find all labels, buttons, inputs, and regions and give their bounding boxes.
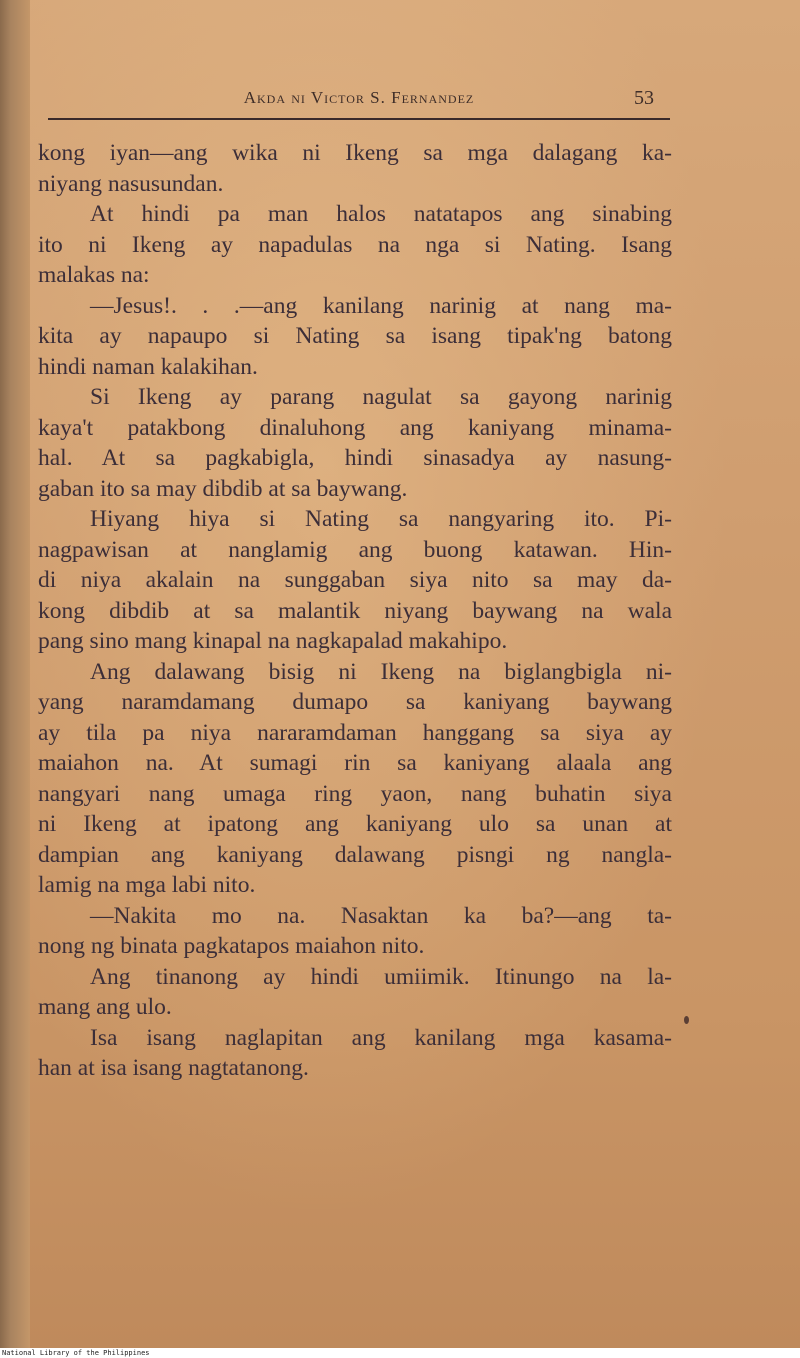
text-line: malakas na: [38,262,150,288]
ink-speck [684,1016,689,1024]
text-line: niyang nasusundan. [38,170,224,197]
text-line: —Nakita mo na. Nasaktan ka ba?—ang ta- [90,902,672,929]
book-spine-shadow [0,0,30,1348]
text-line: kaya't patakbong dinaluhong ang kaniyang minama- [38,414,672,441]
text-line: Si Ikeng ay parang nagulat sa gayong narinig [90,384,672,410]
text-line: yang naramdamang dumapo sa kaniyang baywang [38,689,672,715]
text-line: nangyari nang umaga ring yaon, nang buhatin siya [38,780,672,807]
text-line: hindi naman kalakihan. [38,353,258,380]
text-line: —Jesus!. . .—ang kanilang narinig at nang ma- [90,292,672,319]
running-head: Akda ni Victor S. Fernandez [243,88,475,107]
text-line: Ang dalawang bisig ni Ikeng na biglangbigla ni- [90,658,672,685]
page-number: 53 [634,87,654,109]
text-line: kong dibdib at sa malantik niyang baywang na wala [38,597,672,624]
text-line: ay tila pa niya nararamdaman hanggang sa siya ay [38,719,672,746]
text-line: lamig na mga labi nito. [38,872,256,898]
text-line: mang ang ulo. [38,994,172,1020]
text-line: Isa isang naglapitan ang kanilang mga kasama- [90,1024,672,1051]
text-line: nagpawisan at nanglamig ang buong katawan. Hin- [38,536,672,563]
text-line: Hiyang hiya si Nating sa nangyaring ito. Pi- [90,506,672,532]
header-rule [48,118,670,120]
text-line: pang sino mang kinapal na nagkapalad makahipo. [38,628,508,654]
text-line: Ang tinanong ay hindi umiimik. Itinungo na la- [90,963,672,990]
text-line: At hindi pa man halos natatapos ang sinabing [90,201,672,227]
text-line: ni Ikeng at ipatong ang kaniyang ulo sa unan at [38,811,672,837]
text-line: gaban ito sa may dibdib at sa baywang. [38,475,408,502]
text-line: kita ay napaupo si Nating sa isang tipak'ng batong [38,323,672,349]
text-line: hal. At sa pagkabigla, hindi sinasadya ay nasung- [38,445,672,471]
text-line: han at isa isang nagtatanong. [38,1055,309,1081]
text-line: kong iyan—ang wika ni Ikeng sa mga dalagang ka- [38,140,672,166]
text-line: dampian ang kaniyang dalawang pisngi ng nangla- [38,841,672,868]
page-header [48,88,670,114]
library-credit: National Library of the Philippines [2,1349,150,1357]
text-line: ito ni Ikeng ay napadulas na nga si Nating. Isang [38,231,672,258]
text-line: maiahon na. At sumagi rin sa kaniyang alaala ang [38,750,672,776]
body-text [38,138,672,1084]
text-line: nong ng binata pagkatapos maiahon nito. [38,933,425,959]
text-line: di niya akalain na sunggaban siya nito sa may da- [38,567,672,593]
